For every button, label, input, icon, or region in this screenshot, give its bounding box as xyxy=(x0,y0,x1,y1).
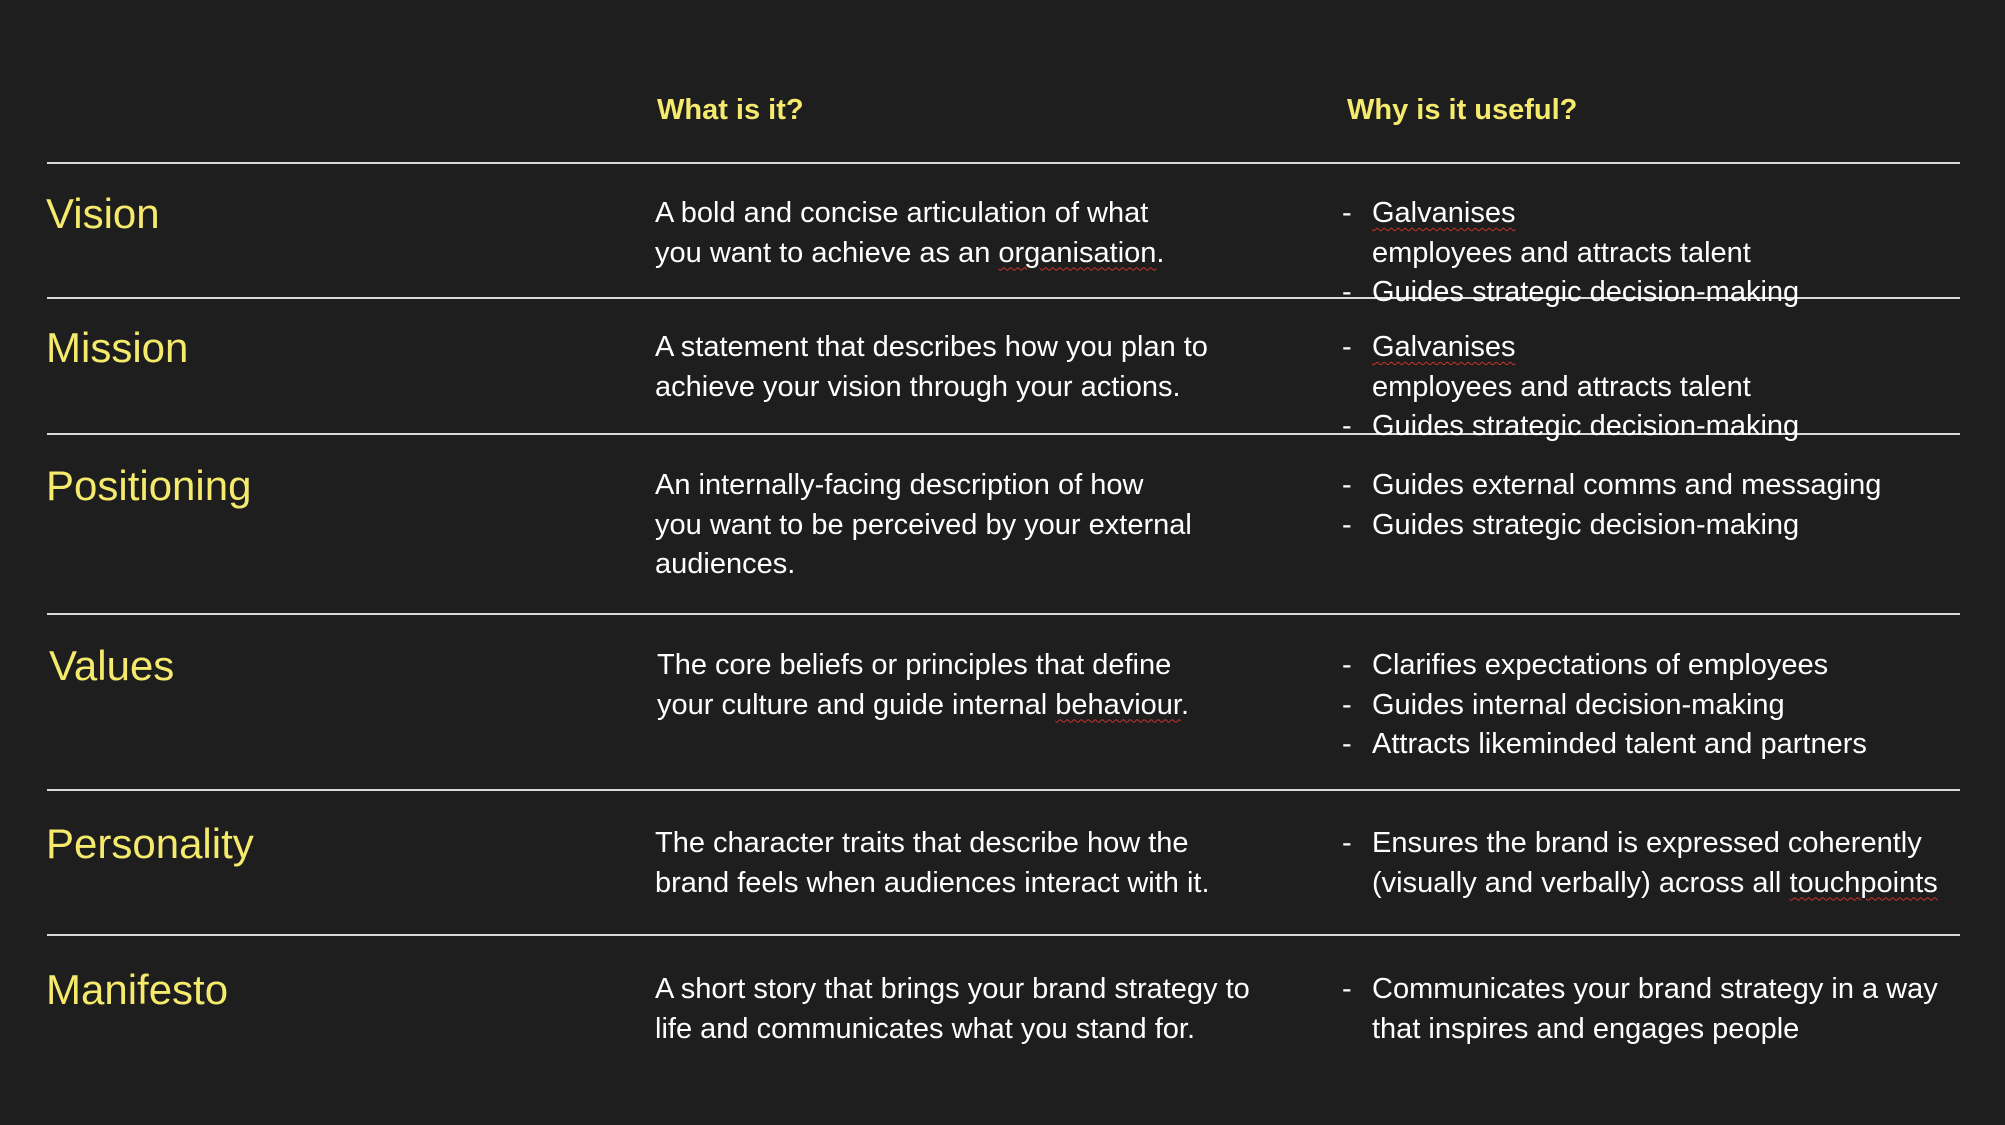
benefit-item xyxy=(1340,646,1867,686)
text-segment: you want to achieve as an xyxy=(655,236,999,269)
benefit-line xyxy=(1372,864,1938,904)
benefit-line xyxy=(1372,506,1881,546)
bullet-dash: - xyxy=(1342,197,1352,229)
bullet-dash: - xyxy=(1342,276,1352,308)
text-segment: A statement that describes how you plan to xyxy=(655,331,1208,363)
benefit-line xyxy=(1372,466,1881,506)
spellcheck-flagged-word: organisation xyxy=(998,236,1157,269)
text-segment: Attracts likeminded talent and partners xyxy=(1372,728,1867,760)
text-segment: (visually and verbally) across all xyxy=(1372,866,1790,899)
description-line xyxy=(655,368,1208,408)
description-line xyxy=(655,545,1192,585)
text-segment: that inspires and engages people xyxy=(1372,1012,1800,1045)
text-segment: Guides strategic decision-making xyxy=(1372,410,1800,442)
text-segment: Guides strategic decision-making xyxy=(1372,276,1800,308)
bullet-dash: - xyxy=(1342,469,1352,501)
bullet-dash: - xyxy=(1342,973,1352,1005)
text-segment: A short story that brings your brand strategy to xyxy=(655,973,1250,1005)
row-benefits-list xyxy=(1340,970,1938,1049)
benefit-item xyxy=(1340,686,1867,726)
row-benefits-list xyxy=(1340,824,1938,903)
benefit-line xyxy=(1372,194,1799,234)
benefit-line xyxy=(1372,407,1799,447)
bullet-dash: - xyxy=(1342,649,1352,681)
text-segment: life and communicates what you stand for. xyxy=(655,1012,1196,1045)
benefit-line xyxy=(1372,368,1799,408)
row-description xyxy=(655,194,1164,273)
benefit-line xyxy=(1372,646,1867,686)
text-segment: Clarifies expectations of employees xyxy=(1372,649,1829,681)
spellcheck-flagged-word: touchpoints xyxy=(1789,866,1938,899)
row-description xyxy=(655,824,1210,903)
text-segment: your culture and guide internal xyxy=(657,688,1056,721)
text-segment: Guides strategic decision-making xyxy=(1372,508,1800,541)
text-segment: An internally-facing description of how xyxy=(655,469,1144,501)
benefit-line xyxy=(1372,273,1799,313)
description-line xyxy=(657,646,1189,686)
benefit-item xyxy=(1340,273,1799,313)
description-line xyxy=(655,234,1164,274)
spellcheck-flagged-word: behaviour xyxy=(1055,688,1181,721)
column-header-what: What is it? xyxy=(657,94,804,126)
row-divider xyxy=(47,613,1960,615)
row-description xyxy=(655,328,1208,407)
bullet-dash: - xyxy=(1342,410,1352,442)
row-description xyxy=(655,466,1192,585)
text-segment: Ensures the brand is expressed coherently xyxy=(1372,827,1922,859)
text-segment: Communicates your brand strategy in a way xyxy=(1372,973,1938,1005)
text-segment: . xyxy=(1180,688,1190,721)
description-line xyxy=(655,1010,1250,1050)
text-segment: Guides external comms and messaging xyxy=(1372,469,1882,501)
description-line xyxy=(655,194,1164,234)
row-benefits-list xyxy=(1340,646,1867,765)
description-line xyxy=(655,864,1210,904)
bullet-dash: - xyxy=(1342,728,1352,760)
benefit-item xyxy=(1340,506,1881,546)
benefit-item xyxy=(1340,725,1867,765)
benefit-item xyxy=(1340,824,1938,903)
spellcheck-flagged-word: Galvanises xyxy=(1372,331,1516,363)
text-segment: employees and attracts talent xyxy=(1372,236,1751,269)
text-segment: . xyxy=(1156,236,1165,269)
text-segment: The core beliefs or principles that define xyxy=(657,649,1172,681)
bullet-dash: - xyxy=(1342,331,1352,363)
benefit-item xyxy=(1340,407,1799,447)
bullet-dash: - xyxy=(1342,827,1352,859)
description-line xyxy=(655,824,1210,864)
column-header-why: Why is it useful? xyxy=(1347,94,1578,126)
text-segment: employees and attracts talent xyxy=(1372,370,1751,403)
row-benefits-list xyxy=(1340,328,1799,447)
description-line xyxy=(655,328,1208,368)
row-term: Vision xyxy=(46,190,160,237)
row-term: Manifesto xyxy=(46,966,229,1013)
row-divider xyxy=(47,934,1960,936)
row-divider xyxy=(47,162,1960,164)
bullet-dash: - xyxy=(1342,688,1352,721)
row-description xyxy=(655,970,1250,1049)
benefit-line xyxy=(1372,970,1938,1010)
spellcheck-flagged-word: Galvanises xyxy=(1372,197,1516,229)
benefit-item xyxy=(1340,328,1799,407)
text-segment: brand feels when audiences interact with it. xyxy=(655,866,1210,899)
benefit-item xyxy=(1340,970,1938,1049)
row-benefits-list xyxy=(1340,466,1881,545)
text-segment: A bold and concise articulation of what xyxy=(655,197,1149,229)
description-line xyxy=(655,506,1192,546)
bullet-dash: - xyxy=(1342,508,1352,541)
benefit-line xyxy=(1372,725,1867,765)
row-term: Values xyxy=(49,642,175,689)
benefit-line xyxy=(1372,686,1867,726)
text-segment: Guides internal decision-making xyxy=(1372,688,1785,721)
row-divider xyxy=(47,789,1960,791)
text-segment: you want to be perceived by your external xyxy=(655,508,1192,541)
text-segment: audiences. xyxy=(655,548,796,580)
text-segment: The character traits that describe how the xyxy=(655,827,1189,859)
description-line xyxy=(655,970,1250,1010)
benefit-line xyxy=(1372,824,1938,864)
text-segment: achieve your vision through your actions. xyxy=(655,370,1181,403)
row-term: Positioning xyxy=(46,462,252,509)
row-term: Mission xyxy=(46,324,189,371)
benefit-item xyxy=(1340,466,1881,506)
benefit-line xyxy=(1372,328,1799,368)
benefit-line xyxy=(1372,234,1799,274)
row-benefits-list xyxy=(1340,194,1799,313)
row-term: Personality xyxy=(46,820,254,867)
description-line xyxy=(657,686,1189,726)
benefit-item xyxy=(1340,194,1799,273)
description-line xyxy=(655,466,1192,506)
benefit-line xyxy=(1372,1010,1938,1050)
row-description xyxy=(657,646,1189,725)
